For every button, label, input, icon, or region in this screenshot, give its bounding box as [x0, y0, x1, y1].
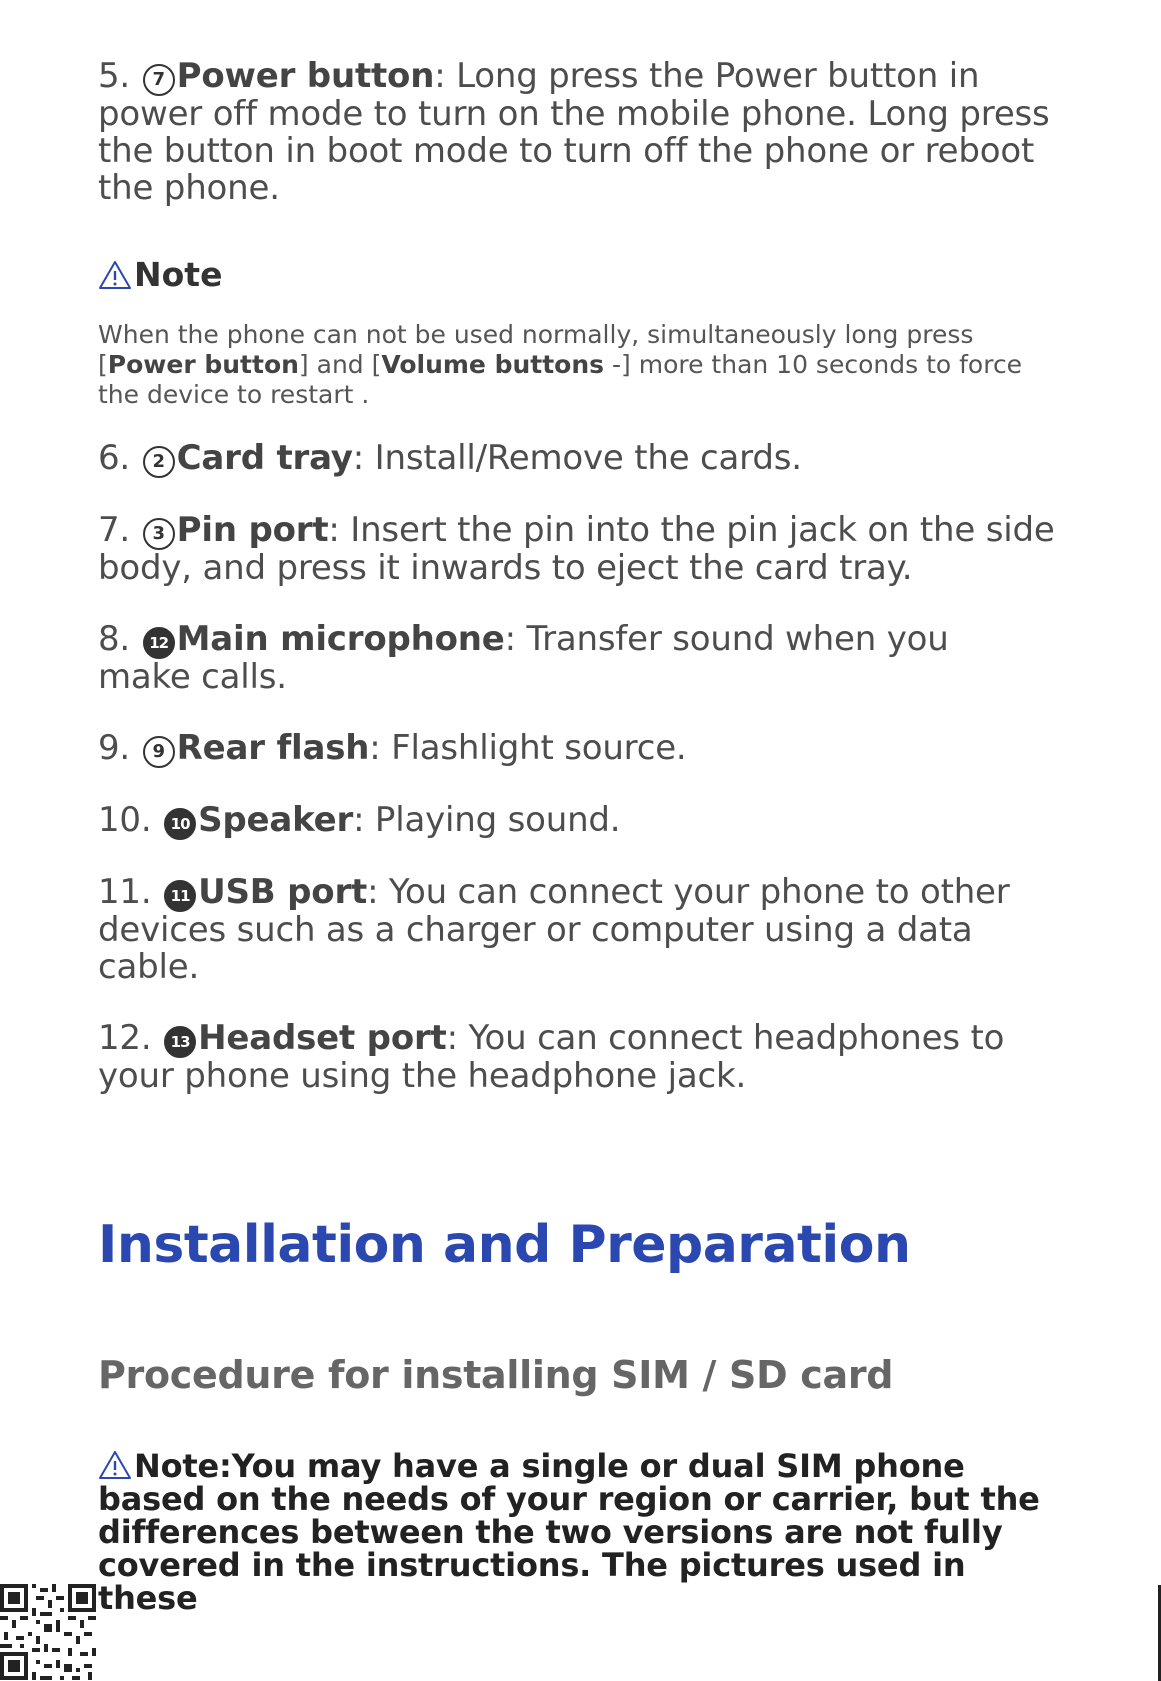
callout-marker: 7: [143, 64, 175, 96]
list-item-usb-port: 11. 11 USB port: You can connect your phone to other devices such as a charger or computer using a data cable.: [98, 872, 1010, 987]
list-item-speaker: 10. 10 Speaker: Playing sound.: [98, 800, 621, 840]
subsection-title: Procedure for installing SIM / SD card: [98, 1353, 894, 1397]
note-body: When the phone can not be used normally, simultaneously long press [Power button] and [Volume buttons -] more than 10 seconds to force the device to restart .: [98, 320, 1023, 409]
page-content: [98, 58, 1098, 1615]
list-item-power-button: [98, 58, 1058, 207]
callout-marker: 13: [164, 1026, 196, 1058]
qr-code-icon: [0, 1583, 96, 1681]
callout-marker: 11: [164, 880, 196, 912]
callout-marker: 12: [143, 627, 175, 659]
callout-marker: 3: [143, 518, 175, 550]
power-button-label: Power button: [107, 350, 299, 379]
item-title: Power button: [176, 56, 435, 96]
callout-marker: 9: [143, 736, 175, 768]
note-heading: Note: [98, 255, 1098, 294]
warning-triangle-icon: [98, 1449, 132, 1481]
callout-marker: 10: [164, 808, 196, 840]
volume-buttons-label: Volume buttons: [381, 350, 605, 379]
list-item-main-microphone: 8. 12 Main microphone: Transfer sound when you make calls.: [98, 619, 949, 697]
list-item-rear-flash: 9. 9 Rear flash: Flashlight source.: [98, 728, 687, 768]
list-item-headset-port: 12. 13 Headset port: You can connect headphones to your phone using the headphone jack.: [98, 1018, 1005, 1096]
item-number: 5.: [98, 56, 131, 96]
section-title: Installation and Preparation: [98, 1215, 911, 1275]
item-text: : Long press the Power button in power off mode to turn on the mobile phone. Long press the button in boot mode to turn off the phone or reboot the phone.: [98, 56, 1050, 208]
warning-triangle-icon: [98, 259, 132, 291]
list-item-card-tray: 6. 2 Card tray: Install/Remove the cards.: [98, 438, 802, 478]
callout-marker: 2: [143, 446, 175, 478]
sim-note: Note:You may have a single or dual SIM phone based on the needs of your region or carrier, but the differences between the two versions are not fully covered in the instructions. The pictures used in these: [98, 1447, 1040, 1617]
list-item-pin-port: 7. 3 Pin port: Insert the pin into the pin jack on the side body, and press it inwards to eject the card tray.: [98, 510, 1055, 588]
